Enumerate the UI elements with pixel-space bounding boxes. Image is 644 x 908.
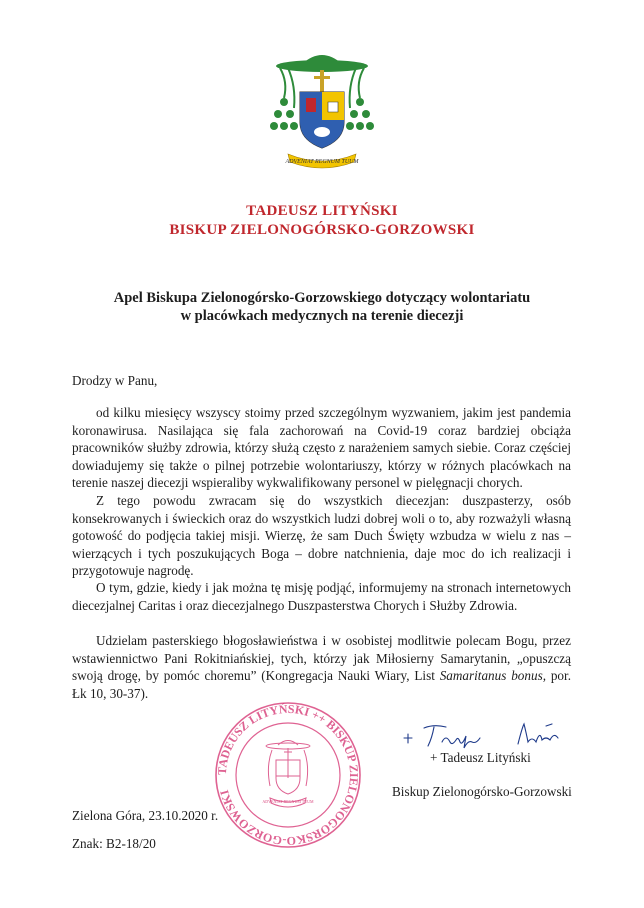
place-and-date: Zielona Góra, 23.10.2020 r. — [72, 808, 219, 823]
coat-of-arms-icon — [258, 42, 386, 170]
greeting: Drodzy w Panu, — [72, 373, 158, 388]
paragraph-3: O tym, gdzie, kiedy i jak można tę misję podjąć, informujemy na stronach internetowych diecezjalnej Caritas i oraz diecezjalnego Duszpasterstwa Chorych i Służby Zdrowia. — [72, 580, 571, 613]
bishop-title-heading: BISKUP ZIELONOGÓRSKO-GORZOWSKI — [169, 222, 475, 238]
paragraph-2: Z tego powodu zwracam się do wszystkich diecezjan: duszpasterzy, osób konsekrowanych i świeckich oraz do wszystkich ludzi dobrej woli o to, aby rozważyli własną gotowość do podjęcia takiej misji. Wierzę, że sam Duch Święty wzbudza w wielu z nas – wierzących i tych poszukujących Boga – dobre natchnienia, daje moc do ich realizacji i przygotowuje nagrodę. — [72, 493, 571, 578]
subject-line-2: w placówkach medycznych na terenie diecezji — [180, 308, 464, 324]
paragraph-closing: Udzielam pasterskiego błogosławieństwa i w osobistej modlitwie polecam Bogu, przez wstawiennictwo Pani Rokitniańskiej, tych, którzy jak Miłosierny Samarytanin, „opuszczą swoją drogę, by pomóc choremu” (Kongregacja Nauki Wiary, List Samaritanus bonus, por. Łk 10, 30-37). — [72, 633, 571, 701]
crest-motto: ADVENIAT REGNUM TUUM — [285, 159, 359, 165]
signature-icon — [400, 718, 570, 752]
stamp-inner-motto: ADVENIAT REGNUM TUUM — [262, 799, 314, 804]
bishop-name-heading: TADEUSZ LITYŃSKI — [246, 203, 398, 219]
signatory-name: + Tadeusz Lityński — [430, 750, 531, 765]
official-stamp-icon — [212, 700, 364, 850]
stamp-ring-text: TADEUSZ LITYŃSKI ++ BISKUP ZIELONOGÓRSKO-GORZOWSKI — [214, 701, 362, 849]
reference-number: Znak: B2-18/20 — [72, 836, 156, 851]
signatory-title: Biskup Zielonogórsko-Gorzowski — [392, 784, 572, 799]
subject-line-1: Apel Biskupa Zielonogórsko-Gorzowskiego dotyczący wolontariatu — [113, 290, 531, 306]
paragraph-1: od kilku miesięcy wszyscy stoimy przed szczególnym wyzwaniem, jakim jest pandemia koronawirusa. Nasilająca się fala zachorowań na Covid-19 coraz bardziej obciąża pracowników służby zdrowia, którzy służą często z narażeniem samych siebie. Coraz częściej dowiadujemy się także o pilnej potrzebie wolontariuszy, którzy w różnych placówkach na terenie naszej diecezji wspieraliby wykwalifikowany personel w pielęgnacji chorych. — [72, 405, 571, 490]
